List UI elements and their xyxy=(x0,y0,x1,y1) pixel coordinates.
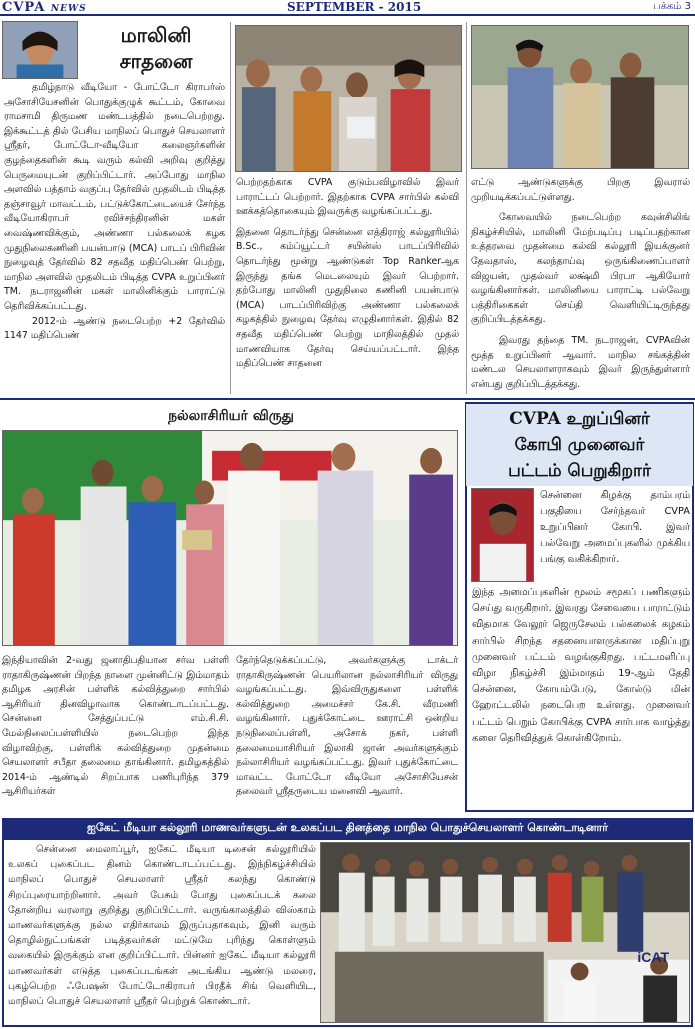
story3-headline: CVPA உறுப்பினர் கோபி முனைவர் பட்டம் பெறுகிறார் xyxy=(508,409,651,481)
story2-col2: தேர்ந்தெடுக்கப்பட்டு, அவர்களுக்கு டாக்டர் ராதாகிருஷ்ணன் பெயரிலான நல்லாசிரியர் விருது வழங்கப்பட்டது. இவ்விருதுகளை பள்ளிக் கல்வித்துறை அமைச்சர் கே.சி. வீரமணி வழங்கினார். புதுக்கோட்டை ஊராட்சி ஒன்றிய நடுநிலைப்பள்ளி, அசோக் நகர், பள்ளி தலைமையாசிரியர் இலாகி ஜான் அவர்களுக்கும் நல்லாசிரியர் வழங்கப்பட்டது. இவர் புதுக்கோட்டை மாவட்ட போட்டோ வீடியோ அசோசியேசன் தலைவர் ஸ்ரீதருடைய மனைவி ஆவார். xyxy=(236,655,458,798)
newspaper-logo: CVPA NEWS xyxy=(2,0,87,15)
family-photo xyxy=(471,25,689,169)
story3-body: இந்த அமைப்புகளின் மூலம் சமூகப் பணிகளும் செய்து வருகிறார். இவரது சேவையை பாராட்டும் விதமாக வேலூர் ஜெருசேலம் பல்கலைக் கழகம் சார்பில் சிறந்த சதனையாளருக்கான மதிப்புறு முனைவர் பட்டம் வழங்குகிறது. பட்டமளிப்பு விழா நிகழ்ச்சி இம்மாதம் 19-ஆம் தேதி சென்னை, கோயம்பேடு, கோல்டு மின் ஹோட்டலில் நடைபெற உள்ளது. முனைவர் பட்டம் பெறும் கோபிக்கு CVPA சார்பாக வாழ்த்து களை தெரிவித்துக் கொள்கிறோம். xyxy=(472,587,690,744)
section-divider xyxy=(0,398,695,400)
gopi-portrait-photo xyxy=(471,488,534,582)
column-divider xyxy=(230,22,231,394)
column-divider xyxy=(466,22,467,394)
story1-headline: மாலினி சாதனை xyxy=(119,23,193,73)
story1-col1: தமிழ்நாடு வீடியோ - போட்டோ கிராபர்ஸ் அசோசியேசனின் பொதுக்குழுக் கூட்டம், கோவை ராமசாமி திருமண மண்டபத்தில் நடைபெற்றது. இக்கூட்டத் தில் பேசிய மாநிலப் பொதுச் செயலாளர் ஸ்ரீதர், போட்டோ-வீடியோ கலைஞர்களின் குழந்தைகளின் கூடி வரும் கல்வி அறிவு குறித்து பெருமையுடன் குறிப்பிட்டார். அப்போது மாநில அளவில் பத்தாம் வகுப்பு தேர்வில் முதலிடம் பிடித்த தஞ்சாவூர் மாவட்டம், பட்டுக்கோட்டையைச் சேர்ந்த வீடியோகிராபர் ரவிச்சந்திரனின் மகள் வைஷ்ணவிக்கும், அண்ணா பல்கலைக் கழக முதுநிலைகணினி பயன்பாடு (MCA) பாடப் பிரிவின் நுழைவுத் தேர்வில் 82 சதவீத மதிப்பெண் பெற்று, மாநில அளவில் முதலிடம் பிடித்த CVPA உறுப்பினர் TM. நடராஜனின் மகள் மாலினிக்கும் பாராட்டு தெரிவிக்கப்பட்டது. 2012-ம் ஆண்டு நடைபெற்ற +2 தேர்வில் 1147 மதிப்பெண் xyxy=(4,82,225,342)
story2-headline: நல்லாசிரியர் விருது xyxy=(168,408,294,424)
story1-col3: எட்டு ஆண்டுகளுக்கு பிறகு இவரால் முறியடிக்கப்பட்டுள்ளது. கோவையில் நடைபெற்ற கவுன்சிலிங் நிகழ்ச்சியில், மாலினி மேற்படிப்பு படிப்பதற்கான உத்தரவை முதன்மை கல்வி கல்லூரி இயக்குனர் தேவதாஸ், கலந்தாய்வு ஒருங்கிணைப்பாளர் விஜயன், முதல்வர் லக்ஷ்மி பிரபா ஆகியோர் வழங்கினார்கள். மாலினியை பாராட்டி பல்வேறு பத்திரிகைகள் செய்தி வெளியிட்டிருந்தது குறிப்பிடத்தக்கது. இவரது தந்தை TM. நடராஜன், CVPAவின் மூத்த உறுப்பினர் ஆவார். மாநில சங்கத்தின் மண்டல செயலாளராகவும் இவர் இருந்துள்ளார் என்பது குறிப்பிடத்தக்கது. xyxy=(471,177,690,390)
malini-portrait-photo xyxy=(2,21,78,79)
story4-body: சென்னை மைலாப்பூர், ஐகேட் மீடியா டிசைன் கல்லூரியில் உலகப் புகைப்பட தினம் கொண்டாடப்பட்டது. இந்நிகழ்ச்சியில் மாநிலப் பொதுச் செயலாளர் ஸ்ரீதர் கலந்து கொண்டு சிறப்புரையாற்றினார். அவர் பேசும் போது புகைப்படக் கலை தோன்றிய வரலாறு குறித்து குறிப்பிட்டார். வருங்காலத்தில் விஸ்காம் மாணவர்களுக்கு நல்ல எதிர்காலம் இருப்பதாகவும், இனி வரும் தொழில்நுட்பங்கள் படித்தவர்கள் மட்டுமே புரிந்து கொள்ளும் வகையில் இருக்கும் என குறிப்பிட்டார். பின்னர் ஐகேட் மீடியா கல்லூரி மாணவர்கள் எடுத்த புகைப்படங்கள் அடங்கிய ஆண்டு மலரை, புகழ்பெற்ற ஃபேஷன் போட்டோகிராபர் பிரதீக் சிங் வெளியிட, மாநிலப் பொதுச் செயலாளர் ஸ்ரீதர் பெற்றுக் கொண்டார். xyxy=(8,844,316,1008)
story2-col1: இந்தியாவின் 2-வது ஜனாதிபதியான சர்வ பள்ளி ராதாகிருஷ்ணன் பிறந்த நாளை முன்னிட்டு இம்மாதம் தமிழக அரசின் பள்ளிக் கல்வித்துறை சார்பில் ஆசிரியர் தினவிழாவாக கொண்டாடப்பட்டது. சென்னை சேத்துப்பட்டு எம்.சி.சி. மேல்நிலைப்பள்ளியில் நடைபெற்ற இந்த விழாவிற்கு, பள்ளிக் கல்வித்துறை முதன்மை செயலாளர் சபீதா தலைமை தாங்கினார். தமிழகத்தில் 2014-ம் ஆண்டில் சிறப்பாக பணிபுரிந்த 379 ஆசிரியர்கள் xyxy=(2,655,229,798)
award-ceremony-photo xyxy=(235,25,462,172)
story3-intro: சென்னை கிழக்கு தாம்பரம் பகுதியை சேர்ந்தவர் CVPA உறுப்பினர் கோபி. இவர் பல்வேறு அமைப்புகளில் முக்கிய பங்கு வகிக்கிறார். xyxy=(540,490,690,565)
icat-students-group-photo xyxy=(320,842,690,1023)
teachers-award-photo xyxy=(2,430,458,646)
masthead xyxy=(0,0,695,16)
issue-date: SEPTEMBER - 2015 xyxy=(287,0,422,14)
page-number: பக்கம் 3 xyxy=(653,1,691,12)
story4-headline: ஐகேட் மீடியா கல்லூரி மாணவர்களுடன் உலகப்பட தினத்தை மாநில பொதுச்செயலாளர் கொண்டாடினார் xyxy=(2,818,693,838)
story1-col2: பெற்றதற்காக CVPA குடும்பவிழாவில் இவர் பாராட்டப் பெற்றார். இதற்காக CVPA சார்பில் கல்வி ஊக்கத்தொகையும் இவருக்கு வழங்கப்பட்டது. இதனை தொடர்ந்து சென்னை எத்திராஜ் கல்லூரியில் B.Sc., கம்ப்யூட்டர் சயின்ஸ் பாடப்பிரிவில் தொடர்ந்து மூன்று ஆண்டுகள் Top Rankerஆக இருந்து தங்க மெடலையும் இவர் பெற்றார். தற்போது மாலினி முதுநிலை கணினி பயன்பாடு (MCA) பாடப்பிரிவிற்கு அண்ணா பல்கலைக் கழகத்தில் நுழைவு தேர்வு எழுதினார்கள். இதில் 82 சதவீத மதிப்பெண் பெற்று மாநிலத்தில் முதல் மாணவியாக தேர்வு செய்யப்பட்டார். இந்த மதிப்பெண் சாதனை xyxy=(236,177,459,370)
icat-logo: iCAT xyxy=(637,949,669,965)
